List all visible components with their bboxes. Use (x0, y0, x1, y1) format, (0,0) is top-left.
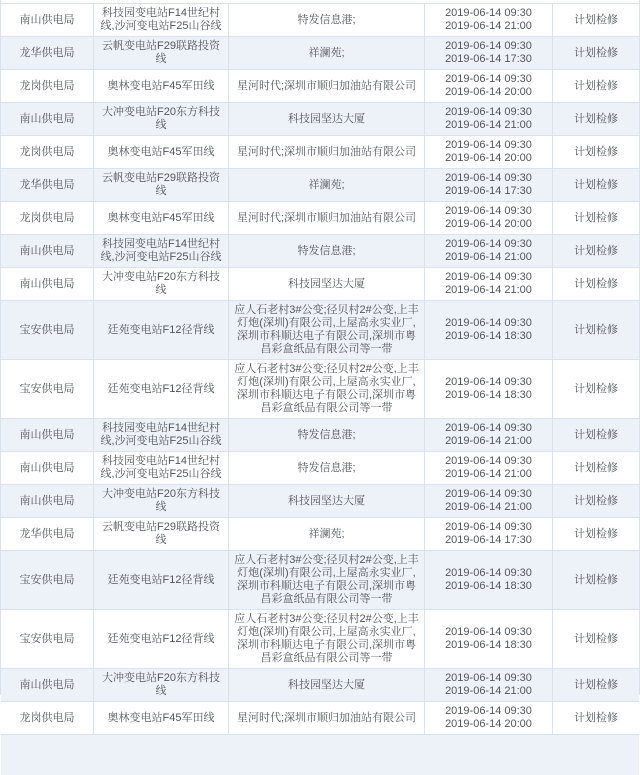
maintenance-type-cell: 计划检修 (552, 518, 639, 550)
time-cell (424, 419, 552, 451)
time-cell (424, 169, 552, 201)
time-cell (424, 235, 552, 267)
table-row (1, 268, 639, 301)
start-time: 2019-06-14 09:30 (445, 139, 532, 151)
end-time: 2019-06-14 17:30 (445, 185, 532, 197)
maintenance-type-cell: 计划检修 (552, 37, 639, 69)
line-cell: 大冲变电站F20东方科技线 (93, 103, 228, 135)
table-row (1, 103, 639, 136)
table-row (1, 669, 639, 702)
line-cell: 大冲变电站F20东方科技线 (93, 669, 228, 701)
time-cell (424, 518, 552, 550)
line-cell: 科技园变电站F14世纪村线,沙河变电站F25山谷线 (93, 419, 228, 451)
table-row (1, 551, 639, 610)
start-time: 2019-06-14 09:30 (445, 40, 532, 52)
line-cell: 云帆变电站F29联路投资线 (93, 169, 228, 201)
maintenance-type-cell: 计划检修 (552, 360, 639, 418)
maintenance-type-cell: 计划检修 (552, 551, 639, 609)
line-cell: 科技园变电站F14世纪村线,沙河变电站F25山谷线 (93, 452, 228, 484)
table-row (1, 419, 639, 452)
start-time: 2019-06-14 09:30 (445, 488, 532, 500)
line-cell: 云帆变电站F29联路投资线 (93, 37, 228, 69)
start-time: 2019-06-14 09:30 (445, 317, 532, 329)
time-cell (424, 610, 552, 668)
maintenance-type-cell: 计划检修 (552, 202, 639, 234)
bureau-cell: 宝安供电局 (19, 382, 75, 395)
start-time: 2019-06-14 09:30 (445, 455, 532, 467)
start-time: 2019-06-14 09:30 (445, 705, 532, 717)
end-time: 2019-06-14 18:30 (445, 639, 532, 651)
table-row (1, 452, 639, 485)
bureau-cell: 龙华供电局 (19, 527, 75, 540)
line-cell: 奥林变电站F45军田线 (93, 70, 228, 102)
table-row (1, 485, 639, 518)
bureau-cell: 南山供电局 (19, 112, 75, 125)
area-cell: 应人石老村3#公变;径贝村2#公变,上丰灯炮(深圳)有限公司,上屋高永实业厂,深圳市科顺达电子有限公司,深圳市粤昌彩盒纸品有限公司等一带 (228, 610, 424, 668)
start-time: 2019-06-14 09:30 (445, 626, 532, 638)
bureau-cell: 南山供电局 (19, 428, 75, 441)
time-cell (424, 301, 552, 359)
table-row (1, 360, 639, 419)
table-row (1, 4, 639, 37)
start-time: 2019-06-14 09:30 (445, 672, 532, 684)
bureau-cell: 南山供电局 (19, 277, 75, 290)
maintenance-type-cell: 计划检修 (552, 610, 639, 668)
maintenance-type-cell: 计划检修 (552, 702, 639, 734)
end-time: 2019-06-14 20:00 (445, 218, 532, 230)
end-time: 2019-06-14 18:30 (445, 330, 532, 342)
area-cell: 祥澜苑; (228, 169, 424, 201)
start-time: 2019-06-14 09:30 (445, 106, 532, 118)
table-row (1, 37, 639, 70)
bureau-cell: 宝安供电局 (19, 573, 75, 586)
start-time: 2019-06-14 09:30 (445, 73, 532, 85)
start-time: 2019-06-14 09:30 (445, 205, 532, 217)
time-cell (424, 669, 552, 701)
time-cell (424, 37, 552, 69)
time-cell (424, 452, 552, 484)
bureau-cell: 南山供电局 (19, 494, 75, 507)
bureau-cell: 龙华供电局 (19, 178, 75, 191)
table-row (1, 169, 639, 202)
start-time: 2019-06-14 09:30 (445, 521, 532, 533)
line-cell: 大冲变电站F20东方科技线 (93, 268, 228, 300)
time-cell (424, 360, 552, 418)
bureau-cell: 南山供电局 (19, 461, 75, 474)
maintenance-type-cell: 计划检修 (552, 169, 639, 201)
area-cell: 特发信息港; (228, 4, 424, 36)
table-row (1, 235, 639, 268)
area-cell: 科技园坚达大厦 (228, 669, 424, 701)
table-row (1, 202, 639, 235)
table-row (1, 301, 639, 360)
start-time: 2019-06-14 09:30 (445, 271, 532, 283)
bureau-cell: 龙岗供电局 (19, 211, 75, 224)
line-cell: 云帆变电站F29联路投资线 (93, 518, 228, 550)
end-time: 2019-06-14 20:00 (445, 86, 532, 98)
maintenance-type-cell: 计划检修 (552, 136, 639, 168)
area-cell: 星河时代;深圳市顺归加油站有限公司 (228, 202, 424, 234)
table-row (1, 518, 639, 551)
start-time: 2019-06-14 09:30 (445, 567, 532, 579)
end-time: 2019-06-14 21:00 (445, 501, 532, 513)
line-cell: 奥林变电站F45军田线 (93, 702, 228, 734)
area-cell: 科技园坚达大厦 (228, 485, 424, 517)
bureau-cell: 南山供电局 (19, 678, 75, 691)
bureau-cell: 南山供电局 (19, 244, 75, 257)
end-time: 2019-06-14 18:30 (445, 580, 532, 592)
area-cell: 应人石老村3#公变;径贝村2#公变,上丰灯炮(深圳)有限公司,上屋高永实业厂,深圳市科顺达电子有限公司,深圳市粤昌彩盒纸品有限公司等一带 (228, 551, 424, 609)
line-cell: 奥林变电站F45军田线 (93, 202, 228, 234)
start-time: 2019-06-14 09:30 (445, 422, 532, 434)
end-time: 2019-06-14 18:30 (445, 389, 532, 401)
clipped-row-bottom (1, 735, 639, 775)
line-cell: 廷苑变电站F12径背线 (93, 551, 228, 609)
bureau-cell: 龙岗供电局 (19, 79, 75, 92)
end-time: 2019-06-14 21:00 (445, 119, 532, 131)
time-cell (424, 136, 552, 168)
start-time: 2019-06-14 09:30 (445, 238, 532, 250)
area-cell: 特发信息港; (228, 452, 424, 484)
outage-table-body (1, 4, 639, 735)
area-cell: 特发信息港; (228, 419, 424, 451)
line-cell: 奥林变电站F45军田线 (93, 136, 228, 168)
time-cell (424, 4, 552, 36)
maintenance-type-cell: 计划检修 (552, 235, 639, 267)
maintenance-type-cell: 计划检修 (552, 4, 639, 36)
end-time: 2019-06-14 21:00 (445, 20, 532, 32)
end-time: 2019-06-14 21:00 (445, 468, 532, 480)
end-time: 2019-06-14 20:00 (445, 718, 532, 730)
area-cell: 应人石老村3#公变;径贝村2#公变,上丰灯炮(深圳)有限公司,上屋高永实业厂,深圳市科顺达电子有限公司,深圳市粤昌彩盒纸品有限公司等一带 (228, 360, 424, 418)
time-cell (424, 70, 552, 102)
time-cell (424, 268, 552, 300)
maintenance-type-cell: 计划检修 (552, 268, 639, 300)
line-cell: 科技园变电站F14世纪村线,沙河变电站F25山谷线 (93, 235, 228, 267)
end-time: 2019-06-14 17:30 (445, 53, 532, 65)
table-row (1, 702, 639, 735)
table-row (1, 136, 639, 169)
area-cell: 祥澜苑; (228, 518, 424, 550)
maintenance-type-cell: 计划检修 (552, 103, 639, 135)
bureau-cell: 南山供电局 (19, 13, 75, 26)
time-cell (424, 485, 552, 517)
maintenance-type-cell: 计划检修 (552, 485, 639, 517)
area-cell: 星河时代;深圳市顺归加油站有限公司 (228, 70, 424, 102)
time-cell (424, 551, 552, 609)
start-time: 2019-06-14 09:30 (445, 376, 532, 388)
area-cell: 特发信息港; (228, 235, 424, 267)
bureau-cell: 龙岗供电局 (19, 145, 75, 158)
line-cell: 大冲变电站F20东方科技线 (93, 485, 228, 517)
maintenance-type-cell: 计划检修 (552, 301, 639, 359)
end-time: 2019-06-14 21:00 (445, 435, 532, 447)
start-time: 2019-06-14 09:30 (445, 172, 532, 184)
area-cell: 星河时代;深圳市顺归加油站有限公司 (228, 136, 424, 168)
table-row (1, 70, 639, 103)
line-cell: 廷苑变电站F12径背线 (93, 301, 228, 359)
maintenance-type-cell: 计划检修 (552, 452, 639, 484)
time-cell (424, 702, 552, 734)
area-cell: 祥澜苑; (228, 37, 424, 69)
table-row (1, 610, 639, 669)
line-cell: 科技园变电站F14世纪村线,沙河变电站F25山谷线 (93, 4, 228, 36)
end-time: 2019-06-14 21:00 (445, 251, 532, 263)
area-cell: 科技园坚达大厦 (228, 103, 424, 135)
area-cell: 科技园坚达大厦 (228, 268, 424, 300)
line-cell: 廷苑变电站F12径背线 (93, 360, 228, 418)
end-time: 2019-06-14 21:00 (445, 685, 532, 697)
time-cell (424, 202, 552, 234)
end-time: 2019-06-14 20:00 (445, 152, 532, 164)
bureau-cell: 宝安供电局 (19, 632, 75, 645)
bureau-cell: 龙华供电局 (19, 46, 75, 59)
time-cell (424, 103, 552, 135)
maintenance-type-cell: 计划检修 (552, 70, 639, 102)
bureau-cell: 龙岗供电局 (19, 711, 75, 724)
area-cell: 应人石老村3#公变;径贝村2#公变,上丰灯炮(深圳)有限公司,上屋高永实业厂,深圳市科顺达电子有限公司,深圳市粤昌彩盒纸品有限公司等一带 (228, 301, 424, 359)
line-cell: 廷苑变电站F12径背线 (93, 610, 228, 668)
maintenance-type-cell: 计划检修 (552, 419, 639, 451)
end-time: 2019-06-14 21:00 (445, 284, 532, 296)
start-time: 2019-06-14 09:30 (445, 7, 532, 19)
area-cell: 星河时代;深圳市顺归加油站有限公司 (228, 702, 424, 734)
end-time: 2019-06-14 17:30 (445, 534, 532, 546)
bureau-cell: 宝安供电局 (19, 323, 75, 336)
maintenance-type-cell: 计划检修 (552, 669, 639, 701)
